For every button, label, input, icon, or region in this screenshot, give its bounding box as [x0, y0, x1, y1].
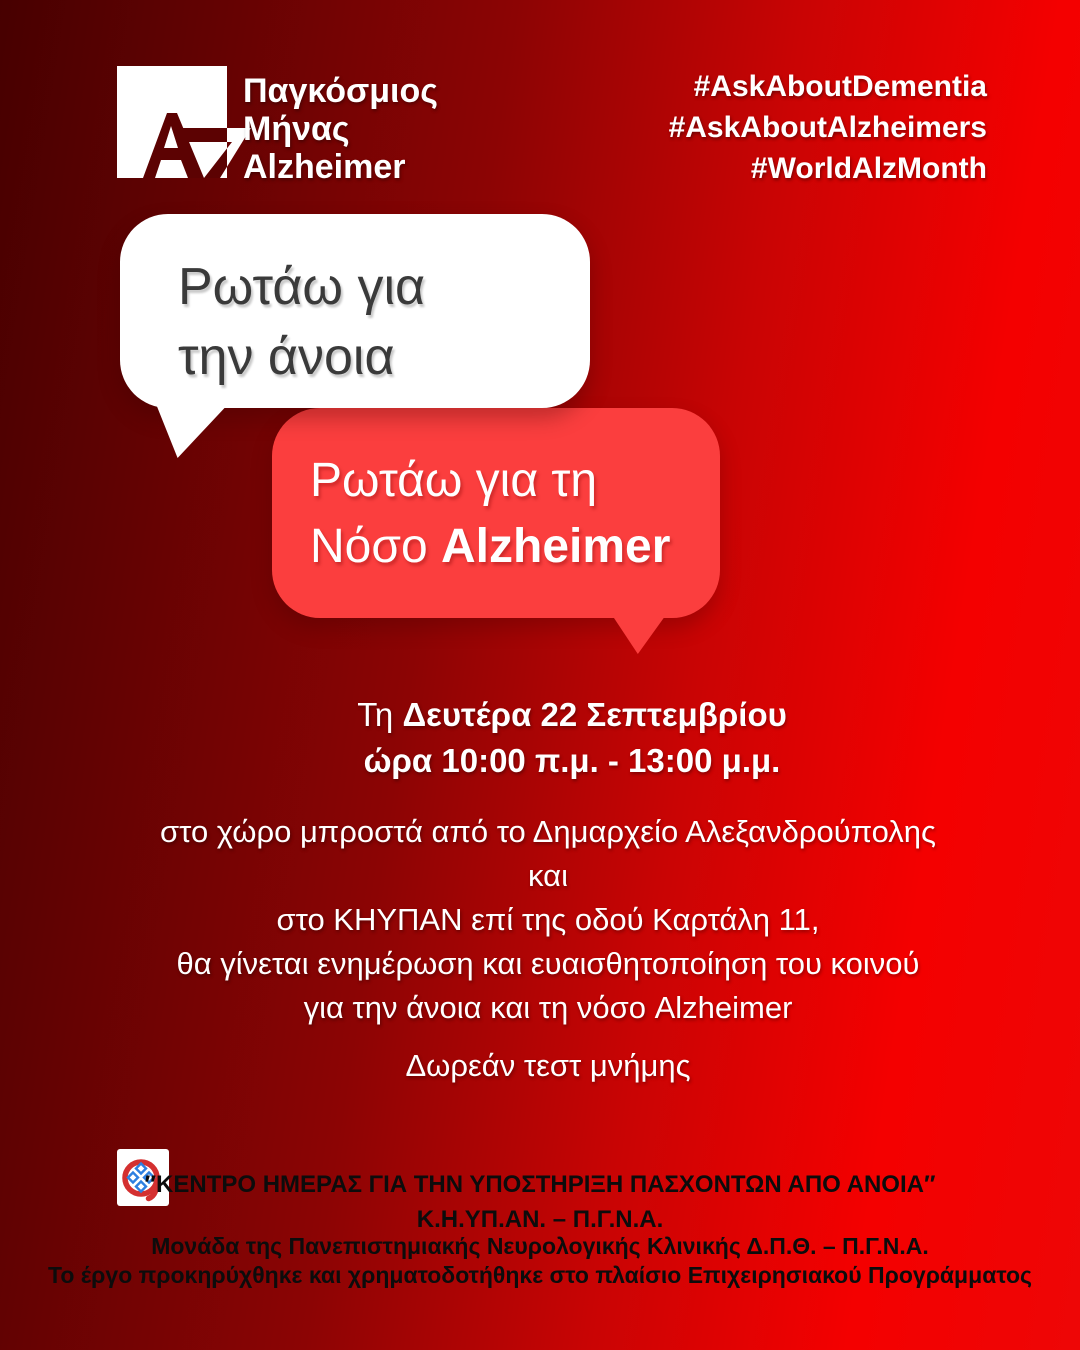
event-detail-line2: και [528, 858, 568, 893]
speech-bubble-alzheimer-tail [610, 612, 668, 654]
brand-title-line1: Παγκόσμιος [243, 72, 438, 110]
bubble-white-line2: την άνοια [178, 328, 395, 386]
brand-title-line3: Alzheimer [243, 148, 406, 186]
bubble-red-line2: Νόσο Alzheimer [310, 520, 671, 573]
event-date-line: Τη Δευτέρα 22 Σεπτεμβρίου [357, 696, 787, 733]
event-detail-line3: στο ΚΗΥΠΑΝ επί της οδού Καρτάλη 11, [276, 902, 820, 937]
speech-bubble-dementia-text [178, 252, 590, 392]
event-date [32, 692, 1080, 784]
footer-funding-line: Το έργο προκηρύχθηκε και χρηματοδοτήθηκε στο πλαίσιο Επιχειρησιακού Προγράμματος [48, 1262, 1032, 1288]
speech-bubble-alzheimer-text [310, 448, 720, 580]
hashtag-dementia: #AskAboutDementia [693, 70, 987, 103]
event-details [8, 810, 1080, 1030]
free-memory-test-note: Δωρεάν τεστ μνήμης [405, 1048, 691, 1083]
speech-bubble-dementia-tail [152, 400, 232, 458]
bubble-red-line1: Ρωτάω για τη [310, 454, 598, 507]
event-time-line: ώρα 10:00 π.μ. - 13:00 μ.μ. [363, 742, 781, 779]
footer-center-name: ″ΚΕΝΤΡΟ ΗΜΕΡΑΣ ΓΙΑ ΤΗΝ ΥΠΟΣΤΗΡΙΞΗ ΠΑΣΧΟΝΤΩΝ ΑΠΟ ΑΝΟΙΑ″ [144, 1171, 936, 1198]
event-detail-line4: θα γίνεται ενημέρωση και ευαισθητοποίηση του κοινού [176, 946, 920, 981]
brand-title [243, 72, 438, 186]
footer-abbreviation: Κ.Η.ΥΠ.ΑΝ. – Π.Γ.Ν.Α. [416, 1206, 664, 1233]
hashtag-list [669, 66, 987, 189]
hashtag-worldalzmonth: #WorldAlzMonth [750, 152, 987, 185]
event-detail-line5: για την άνοια και τη νόσο Alzheimer [303, 990, 793, 1025]
speech-bubble-dementia [120, 214, 590, 408]
brand-title-line2: Μήνας [243, 110, 350, 148]
event-detail-line1: στο χώρο μπροστά από το Δημαρχείο Αλεξανδρούπολης [160, 814, 936, 849]
bubble-white-line1: Ρωτάω για [178, 258, 426, 316]
speech-bubble-alzheimer [272, 408, 720, 618]
hashtag-alzheimers: #AskAboutAlzheimers [668, 111, 987, 144]
footer-unit-line: Μονάδα της Πανεπιστημιακής Νευρολογικής Κλινικής Δ.Π.Θ. – Π.Γ.Ν.Α. [151, 1233, 929, 1259]
